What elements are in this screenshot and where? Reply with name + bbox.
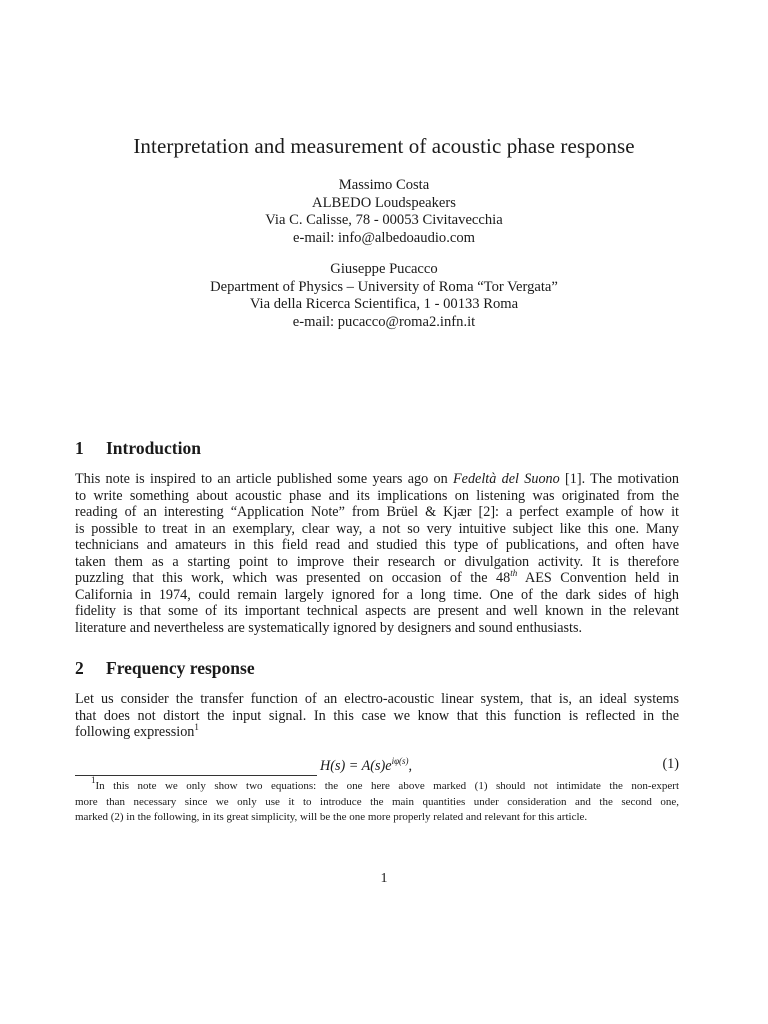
paragraph-line: is possible to treat in an exemplary, clear way, a not so very intuitive subject like this one. Many (75, 520, 679, 537)
paragraph-line: literature and nevertheless are systematically ignored by designers and sound enthusiasts. (75, 619, 583, 636)
text-run: [1]. The motivation (559, 471, 679, 487)
equation-expression (320, 756, 412, 775)
page-number: 1 (380, 871, 388, 886)
paragraph-line: fidelity is that some of its important technical aspects are present and well known in the relevant (75, 603, 679, 620)
footnote-line (75, 775, 679, 795)
author-email: e-mail: pucacco@roma2.infn.it (292, 313, 476, 330)
author-affiliation: Department of Physics – University of Roma “Tor Vergata” (210, 278, 558, 295)
author-email: e-mail: info@albedoaudio.com (292, 229, 476, 246)
section-title: Introduction (106, 438, 201, 458)
equation-number: (1) (662, 756, 679, 772)
paragraph-line: taken them as a starting point to improve their research or divulgation activity. It is therefore (75, 553, 679, 570)
footnote-line: more than necessary since we only use it to introduce the main quantities under consideration and the second one, (75, 795, 679, 808)
journal-title: Fedeltà del Suono (453, 471, 560, 487)
section-heading-frequency-response (75, 658, 255, 679)
author-address: Via della Ricerca Scientifica, 1 - 00133 Roma (249, 296, 519, 313)
footnote-number: 1 (91, 775, 96, 785)
section-heading-introduction (75, 438, 201, 459)
author-name: Massimo Costa (338, 177, 430, 193)
equation-exponent: iφ(s) (391, 756, 409, 766)
text-run: following expression (75, 724, 195, 741)
section-number: 1 (75, 438, 84, 458)
paragraph-line: Let us consider the transfer function of an electro-acoustic linear system, that is, an ideal systems (75, 691, 679, 707)
ordinal-superscript: th (510, 568, 518, 579)
footnote-marker[interactable]: 1 (194, 722, 199, 733)
paragraph-line: that does not distort the input signal. In this case we know that this function is reflected in the (75, 707, 679, 724)
footnote (75, 775, 679, 826)
paragraph-line: technicians and amateurs in this field read and studied this type of publications, and often have (75, 537, 679, 554)
paragraph-line: reading of an interesting “Application Note” from Brüel & Kjær [2]: a perfect example of how it (75, 504, 679, 521)
section-title: Frequency response (106, 658, 255, 678)
paragraph-line (75, 570, 679, 587)
author-block-2 (0, 261, 768, 331)
author-name: Giuseppe Pucacco (330, 261, 438, 277)
paragraph-line: California in 1974, could remain largely ignored for a long time. One of the dark sides of high (75, 586, 679, 603)
text-run: puzzling that this work, which was presented on occasion of the 48 (75, 570, 511, 587)
author-affiliation: ALBEDO Loudspeakers (312, 194, 456, 211)
introduction-paragraph (75, 471, 679, 636)
section-number: 2 (75, 658, 84, 678)
equation-trail: , (408, 758, 413, 774)
equation-1 (75, 756, 679, 774)
text-run: This note is inspired to an article published some years ago on (75, 471, 453, 487)
paragraph-line: to write something about acoustic phase and its implications on listening was originated from the (75, 487, 679, 504)
author-address: Via C. Calisse, 78 - 00053 Civitavecchia (265, 212, 503, 229)
equation-base: H(s) = A(s)e (320, 758, 392, 774)
paper-title: Interpretation and measurement of acoustic phase response (133, 134, 635, 158)
frequency-response-paragraph (75, 691, 679, 741)
text-run: In this note we only show two equations: the one here above marked (1) should not intimidate the non-expert (95, 780, 679, 792)
paragraph-line (75, 471, 679, 488)
footnote-rule (75, 775, 317, 776)
author-block-1 (0, 177, 768, 247)
paragraph-line (75, 724, 679, 741)
text-run: AES Convention held in (517, 570, 680, 587)
footnote-line: marked (2) in the following, in its great simplicity, will be the one more properly related and relevant for this article. (75, 811, 588, 824)
